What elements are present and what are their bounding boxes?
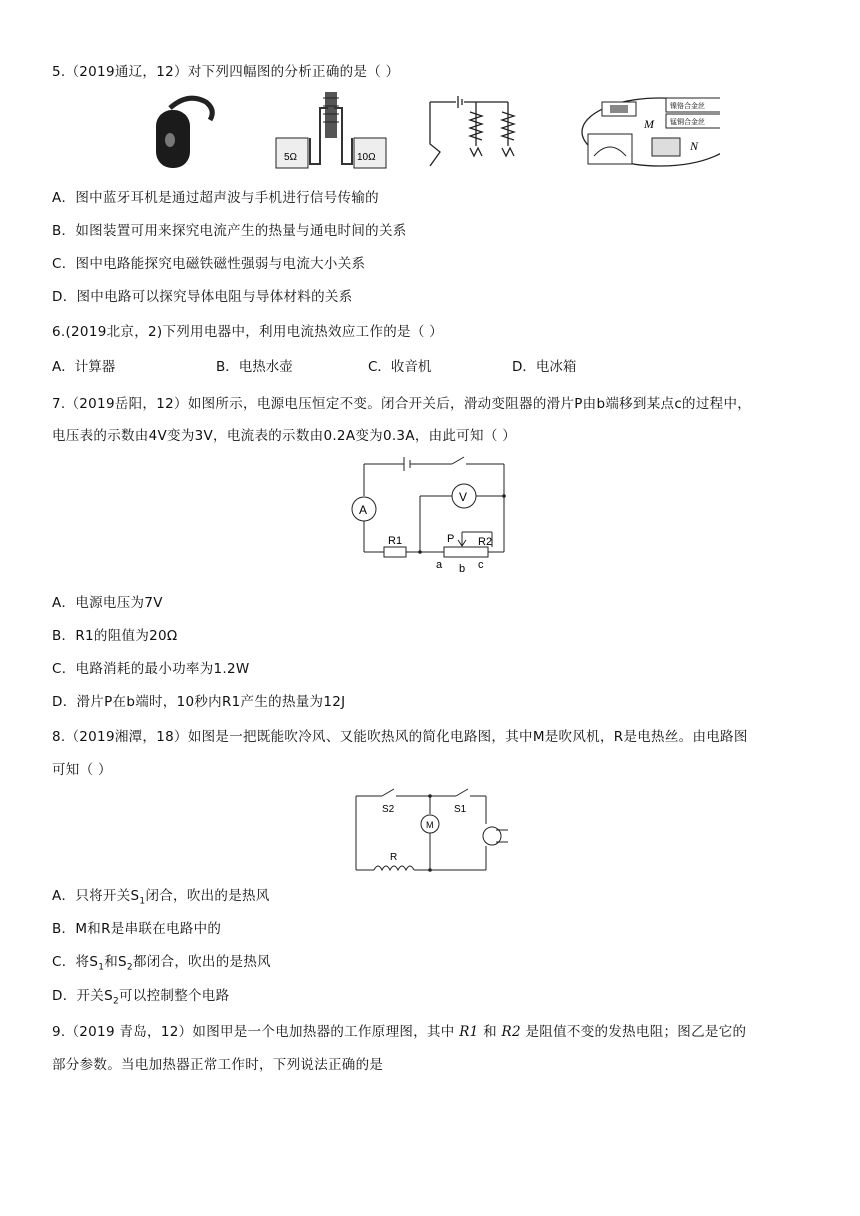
q8-option-c: C．将$S_1$和$S_2$都闭合，吹出的是热风 — [52, 954, 271, 973]
heater-label: R — [390, 852, 398, 863]
q9-stem-line2: 部分参数。当电加热器正常工作时，下列说法正确的是 — [52, 1057, 384, 1073]
r1-label: R1 — [388, 535, 403, 547]
q7-option-b: B．R1的阻值为20Ω — [52, 628, 178, 644]
bluetooth-earpiece-image — [156, 98, 212, 168]
q5-stem: 5.（2019通辽，12）对下列四幅图的分析正确的是（ ） — [52, 64, 400, 80]
q8-option-a: A．只将开关$S_1$闭合，吹出的是热风 — [52, 888, 270, 907]
label-m: M — [644, 117, 654, 131]
q7-option-d: D．滑片P在b端时，10秒内R1产生的热量为12J — [52, 694, 346, 710]
q7-stem-line1: 7.（2019岳阳，12）如图所示，电源电压恒定不变。闭合开关后，滑动变阻器的滑片P由b端移到某点c的过程中， — [52, 396, 752, 412]
q8-stem-line1: 8.（2019湘潭，18）如图是一把既能吹冷风、又能吹热风的简化电路图，其中M是吹风机，R是电热丝。由电路图 — [52, 729, 748, 745]
q8-stem-line2: 可知（ ） — [52, 762, 112, 778]
q8-circuit-diagram — [350, 786, 520, 876]
slider-p-label: P — [447, 533, 455, 545]
q7-option-c: C．电路消耗的最小功率为1.2W — [52, 661, 250, 677]
r2-label: R2 — [478, 536, 493, 548]
q7-stem-line2: 电压表的示数由4V变为3V，电流表的示数由0.2A变为0.3A，由此可知（ ） — [52, 428, 517, 444]
q6-option-c: C．收音机 — [368, 359, 432, 375]
q6-options — [52, 355, 752, 375]
switch-s1-label: S1 — [454, 804, 467, 815]
point-a-label: a — [436, 559, 443, 571]
q5-option-a: A．图中蓝牙耳机是通过超声波与手机进行信号传输的 — [52, 190, 379, 206]
q6-stem: 6.(2019北京，2)下列用电器中，利用电流热效应工作的是（ ） — [52, 324, 444, 340]
q5-option-b: B．如图装置可用来探究电流产生的热量与通电时间的关系 — [52, 223, 407, 239]
q7-option-a: A．电源电压为7V — [52, 595, 163, 611]
q6-option-b: B．电热水壶 — [216, 359, 293, 375]
res-5-label: 5Ω — [284, 152, 298, 163]
ammeter-label: A — [359, 503, 368, 517]
q8-option-d: D．开关$S_2$可以控制整个电路 — [52, 988, 230, 1007]
q9-stem-line1: 9.（2019 青岛，12）如图甲是一个电加热器的工作原理图，其中 R1 和 R2 是阻值不变的发热电阻；图乙是它的 — [52, 1024, 747, 1040]
point-b-label: b — [459, 563, 466, 574]
svg-text:镍铬合金丝: 镍铬合金丝 — [670, 102, 705, 110]
joule-heating-apparatus-image — [276, 92, 386, 168]
q5-option-d: D．图中电路可以探究导体电阻与导体材料的关系 — [52, 289, 353, 305]
q5-figures — [140, 88, 720, 172]
q7-circuit-diagram — [340, 452, 520, 574]
point-c-label: c — [478, 559, 484, 571]
motor-label: M — [426, 820, 434, 830]
q8-option-b: B．M和R是串联在电路中的 — [52, 921, 222, 937]
svg-text:锰铜合金丝: 锰铜合金丝 — [670, 118, 705, 126]
electromagnet-circuit-image — [430, 96, 514, 166]
label-n: N — [690, 139, 699, 153]
switch-s2-label: S2 — [382, 804, 395, 815]
q6-option-a: A．计算器 — [52, 359, 116, 375]
voltmeter-label: V — [459, 490, 468, 504]
res-10-label: 10Ω — [357, 152, 376, 163]
resistance-material-circuit-image — [582, 98, 720, 166]
q5-option-c: C．图中电路能探究电磁铁磁性强弱与电流大小关系 — [52, 256, 366, 272]
q6-option-d: D．电冰箱 — [512, 359, 577, 375]
